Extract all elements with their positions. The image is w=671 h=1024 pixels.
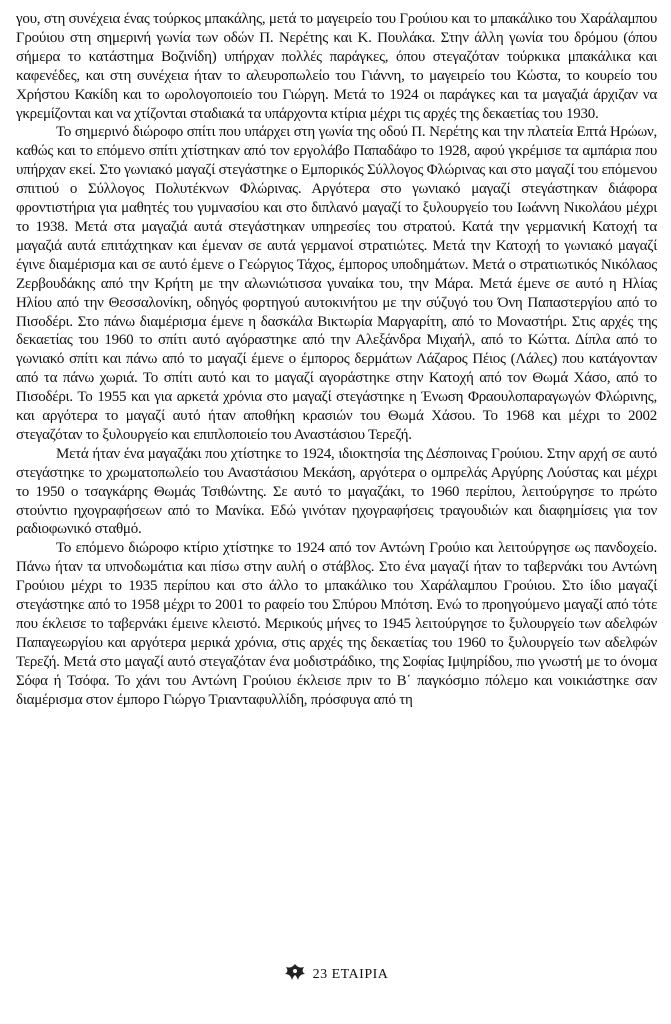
paragraph-small-shop: Μετά ήταν ένα μαγαζάκι που χτίστηκε το 1924, ιδιοκτησία της Δέσποινας Γρούιου. Στην αρχή σε αυτό στεγάστηκε το χρωματοπωλείο του Αναστάσιου Μεκάση, αργότερα ο ομπρελάς Αργύρης Λούστας και μέχρι το 1950 ο τσαγκάρης Θωμάς Τσιθώντης. Σε αυτό το μαγαζάκι, το 1960 περίπου, λειτούργησε το πρώτο στούντιο ηχογραφήσεων από το Μανίκα. Εδώ γινόταν ηχογραφήσεις τραγουδιών και διαφημίσεις για τον ραδιοφωνικό σταθμό.	[16, 445, 657, 538]
page-body	[16, 10, 657, 710]
page-footer	[0, 962, 671, 984]
paragraph-inn-building: Το επόμενο διώροφο κτίριο χτίστηκε το 1924 από τον Αντώνη Γρούιο και λειτούργησε ως πανδοχείο. Πάνω ήταν τα υπνοδωμάτια και πίσω στην αυλή ο στάβλος. Στο ένα μαγαζί ήταν το ταβερνάκι του Αντώνη Γρούιου μέχρι το 1935 περίπου και στο άλλο το μπακάλικο του Χαράλαμπου Γρούιου. Στο ίδιο μαγαζί στεγάστηκε από το 1958 μέχρι το 2001 το ραφείο του Σπύρου Μπότση. Ενώ το προηγούμενο μαγαζί από τότε που έκλεισε το ταβερνάκι έμεινε κλειστό. Μερικούς μήνες το 1945 λειτούργησε το ξυλουργείο των αδελφών Παπαγεωργίου και αργότερα μερικά χρόνια, στις αρχές της δεκαετίας του 1960 το ξυλουργείο των αδελφών Τερεζή. Μετά στο μαγαζί αυτό στεγαζόταν ένα μοδιστράδικο, της Σοφίας Ιμψηρίδου, πιο γνωστή με το όνομα Σόφα ή Τσόφα. Το χάνι του Αντώνη Γρούιου έκλεισε πριν το Β΄ παγκόσμιο πόλεμο και νοικιάστηκε σαν διαμέρισμα στον έμπορο Γιώργο Τριανταφυλλίδη, πρόσφυγα από τη	[16, 540, 657, 708]
paragraph-continuation: γου, στη συνέχεια ένας τούρκος μπακάλης, μετά το μαγειρείο του Γρούιου και το μπακάλικο του Χαράλαμπου Γρούιου στη σημερινή γωνία των οδών Π. Νερέτης και Κ. Πουλάκα. Στην άλλη γωνία του δρόμου (όπου σήμερα το κατάστημα Βοζινίδη) υπήρχαν πολλές παράγκες, όπου στεγαζόταν τούρκικα μπακάλικα και καφενέδες, και στη συνέχεια ήταν το αλευροπωλείο του Γιάννη, το μαγειρείο του Κώστα, το κουρείο του Χρήστου Κακίδη και το ωρολογοποιείο του Γιώργη. Μετά το 1924 οι παράγκες και τα μαγαζιά άρχιζαν να γκρεμίζονται και να χτίζονται σταδιακά τα υπάρχοντα κτίρια μέχρι τις αρχές της δεκαετίας του 1930.	[16, 11, 657, 122]
ornament-emblem-icon	[283, 962, 307, 984]
page-number: 23	[312, 967, 328, 982]
paragraph-corner-house: Το σημερινό διώροφο σπίτι που υπάρχει στη γωνία της οδού Π. Νερέτης και την πλατεία Επτά Ηρώων, καθώς και το επόμενο σπίτι χτίστηκαν από τον εργολάβο Παπαδάφο το 1928, αφού γκρέμισε τα αμπάρια που υπήρχαν εκεί. Στο γωνιακό μαγαζί στεγάστηκε ο Εμπορικός Σύλλογος Φλώρινας και στο μαγαζί του επόμενου σπιτιού ο Σύλλογος Πολυτέκνων Φλώρινας. Αργότερα στο γωνιακό μαγαζί στεγάστηκαν διάφορα φροντιστήρια για μαθητές του γυμνασίου και στο διπλανό μαγαζί το ξυλουργείο του Ιωάννη Νικολάου μέχρι το 1938. Μετά στα μαγαζιά αυτά στεγάστηκαν υπηρεσίες του στρατού. Κατά την γερμανική Κατοχή τα μαγαζιά αυτά επιτάχτηκαν και έμεναν σε αυτά γερμανοί στρατιώτες. Μετά την Κατοχή το γωνιακό μαγαζί έγινε διαμέρισμα και σε αυτό έμενε ο Γεώργιος Τάχος, έμπορος υποδημάτων. Μετά ο στρατιωτικός Νικόλαος Ζερβουδάκης από την Κρήτη με την αλωνιώτισσα γυναίκα του, την Μάρα. Μετά έμενε σε αυτό η Ηλίας Ηλίου από την Θεσσαλονίκη, οδηγός φορτηγού αυτοκινήτου με την σύζυγό του Όνη Παπαστεργίου από το Πισοδέρι. Στο πάνω διαμέρισμα έμενε η δασκάλα Βικτωρία Μαργαρίτη, από το Μοναστήρι. Στις αρχές της δεκαετίας του 1960 το σπίτι αυτό αγόραστηκε από την Αλεξάνδρα Μιχαήλ, από το Κώττα. Δίπλα από το γωνιακό σπίτι και πάνω από το μαγαζί έμενε ο έμπορος δερμάτων Λάζαρος Πέιος (Λάλες) που κατάγονταν από τα πάνω χωριά. Το σπίτι αυτό και το μαγαζί αγοράστηκε στην Κατοχή από τον Θωμά Χάσο, από το Πισοδέρι. Το 1955 και για αρκετά χρόνια στο μαγαζί στεγάστηκε η Ένωση Φραουλοπαραγωγών Φλώρινης, και αργότερα το μαγαζί αυτό ήταν αποθήκη κρασιών του Θωμά Χάσου. Το 1968 και μέχρι το 2002 στεγαζόταν το ξυλουργείο και επιπλοποιείο του Αναστάσιου Τερεζή.	[16, 124, 657, 443]
publisher-name: ΕΤΑΙΡΙΑ	[331, 967, 389, 982]
